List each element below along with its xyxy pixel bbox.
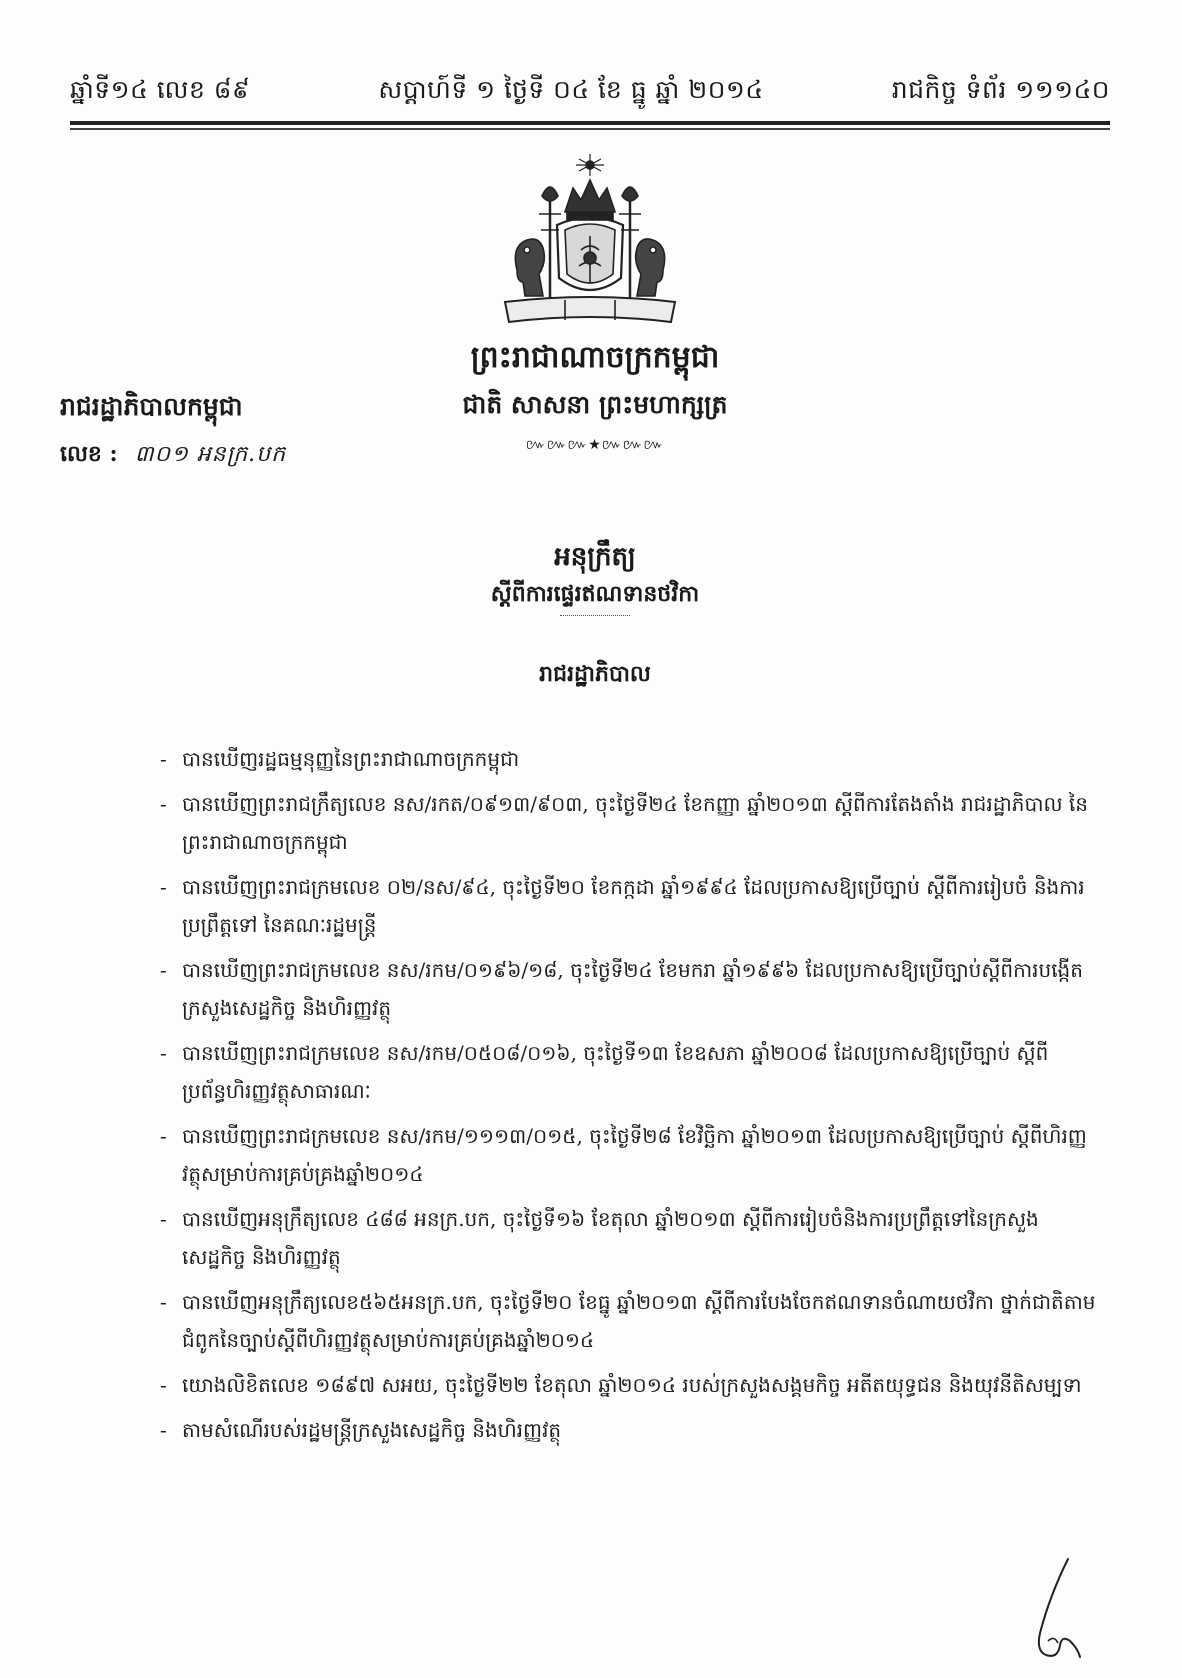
preamble-item-text: តាមសំណើរបស់រដ្ឋមន្ត្រីក្រសួងសេដ្ឋកិច្ច និងហិរញ្ញវត្ថុ [182, 1418, 562, 1442]
royal-coat-of-arms-icon [495, 150, 685, 335]
issue-week-date: សប្ដាហ៍ទី ១ ថ្ងៃទី ០៤ ខែ ធ្នូ ឆ្នាំ ២០១៤ [378, 75, 764, 104]
bullet-dash: - [160, 1207, 167, 1231]
preamble-item [160, 740, 1100, 778]
preamble-item [160, 785, 1100, 861]
kingdom-title: ព្រះរាជាណាចក្រកម្ពុជា [470, 340, 720, 375]
preamble-item [160, 951, 1100, 1027]
reference-number: ៣០១ អនក្រ.បក [134, 442, 287, 467]
national-motto: ជាតិ សាសនា ព្រះមហាក្សត្រ [462, 390, 728, 419]
preamble-list [160, 740, 1100, 1456]
gazette-page-number: រាជកិច្ច ទំព័រ ១១១៤០ [891, 75, 1110, 104]
document-type-title: អនុក្រឹត្យ [554, 542, 636, 572]
bullet-dash: - [160, 1373, 167, 1397]
preamble-item-text: បានឃើញព្រះរាជក្រមលេខ នស/រកម/០១៩៦/១៨, ចុះថ្ងៃទី២៤ ខែមករា ឆ្នាំ១៩៩៦ ដែលប្រកាសឱ្យប្រើច្បាប់ស្ដីពីការបង្កើតក្រសួងសេដ្ឋកិច្ច និងហិរញ្ញវត្ថុ [182, 958, 1083, 1020]
preamble-item [160, 868, 1100, 944]
preamble-item-text: បានឃើញអនុក្រឹត្យលេខ ៤៨៨ អនក្រ.បក, ចុះថ្ងៃទី១៦ ខែតុលា ឆ្នាំ២០១៣ ស្ដីពីការរៀបចំនិងការប្រព្រឹត្តទៅនៃក្រសួងសេដ្ឋកិច្ច និងហិរញ្ញវត្ថុ [182, 1207, 1039, 1269]
issuing-government: រាជរដ្ឋាភិបាលកម្ពុជា [60, 392, 243, 421]
issue-year-number: ឆ្នាំទី១៤ លេខ ៨៩ [70, 75, 251, 104]
preamble-item-text: បានឃើញព្រះរាជក្រមលេខ នស/រកម/១១១៣/០១៥, ចុះថ្ងៃទី២៨ ខែវិច្ឆិកា ឆ្នាំ២០១៣ ដែលប្រកាសឱ្យប្រើច្បាប់ ស្ដីពីហិរញ្ញវត្ថុសម្រាប់ការគ្រប់គ្រងឆ្នាំ២០១៤ [182, 1124, 1087, 1186]
bullet-dash: - [160, 792, 167, 816]
preamble-item-text: បានឃើញព្រះរាជក្រមលេខ នស/រកម/០៥០៨/០១៦, ចុះថ្ងៃទី១៣ ខែឧសភា ឆ្នាំ២០០៨ ដែលប្រកាសឱ្យប្រើច្បាប់ ស្ដីពីប្រព័ន្ធហិរញ្ញវត្ថុសាធារណៈ [182, 1041, 1049, 1103]
preamble-item [160, 1283, 1100, 1359]
document-issuer: រាជរដ្ឋាភិបាល [539, 661, 651, 687]
bullet-dash: - [160, 1124, 167, 1148]
handwritten-initial-icon [1020, 1555, 1100, 1665]
header-rule-thick [70, 121, 1110, 125]
motto-ornament: ៚៚៚★៚៚៚ [525, 437, 665, 453]
preamble-item-text: យោងលិខិតលេខ ១៨៩៧ សអយ, ចុះថ្ងៃទី២២ ខែតុលា ឆ្នាំ២០១៤ របស់ក្រសួងសង្គមកិច្ច អតីតយុទ្ធជន និងយុវនីតិសម្បទា [182, 1373, 1082, 1397]
bullet-dash: - [160, 875, 167, 899]
preamble-item [160, 1034, 1100, 1110]
document-subject: ស្ដីពីការផ្ទេរឥណទានថវិកា [490, 581, 700, 607]
bullet-dash: - [160, 1041, 167, 1065]
preamble-item [160, 1200, 1100, 1276]
preamble-item-text: បានឃើញអនុក្រឹត្យលេខ៥៦៥អនក្រ.បក, ចុះថ្ងៃទី២០ ខែធ្នូ ឆ្នាំ២០១៣ ស្ដីពីការបែងចែកឥណទានចំណាយថវិកា ថ្នាក់ជាតិតាមជំពូកនៃច្បាប់ស្ដីពីហិរញ្ញវត្ថុសម្រាប់ការគ្រប់គ្រងឆ្នាំ២០១៤ [182, 1290, 1096, 1352]
preamble-item-text: បានឃើញព្រះរាជក្រមលេខ ០២/នស/៩៤, ចុះថ្ងៃទី២០ ខែកក្កដា ឆ្នាំ១៩៩៤ ដែលប្រកាសឱ្យប្រើច្បាប់ ស្ដីពីការរៀបចំ និងការប្រព្រឹត្តទៅ នៃគណៈរដ្ឋមន្ត្រី [182, 875, 1085, 937]
preamble-item-text: បានឃើញរដ្ឋធម្មនុញ្ញនៃព្រះរាជាណាចក្រកម្ពុជា [182, 747, 520, 771]
subject-separator [560, 615, 630, 616]
preamble-item [160, 1117, 1100, 1193]
reference-label: លេខ : [60, 441, 118, 467]
header-rule-thin [70, 128, 1110, 130]
preamble-item [160, 1366, 1100, 1404]
gazette-header [70, 70, 1110, 116]
reference-number-line [60, 440, 286, 472]
bullet-dash: - [160, 1290, 167, 1314]
preamble-item-text: បានឃើញព្រះរាជក្រឹត្យលេខ នស/រកត/០៩១៣/៩០៣, ចុះថ្ងៃទី២៤ ខែកញ្ញា ឆ្នាំ២០១៣ ស្ដីពីការតែងតាំង រាជរដ្ឋាភិបាល នៃព្រះរាជាណាចក្រកម្ពុជា [182, 792, 1088, 854]
bullet-dash: - [160, 747, 167, 771]
bullet-dash: - [160, 1418, 167, 1442]
preamble-item [160, 1411, 1100, 1449]
bullet-dash: - [160, 958, 167, 982]
